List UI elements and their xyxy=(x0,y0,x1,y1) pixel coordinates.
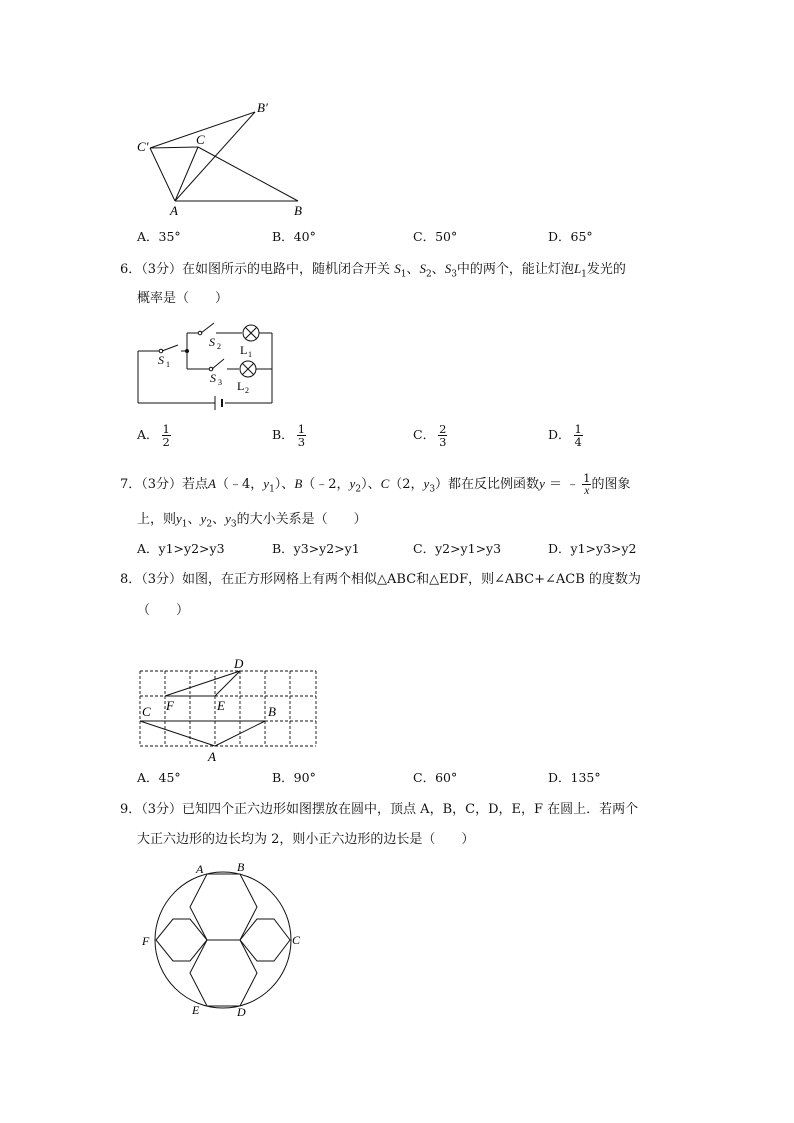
q7-stem-line1 xyxy=(120,472,630,500)
frac-den: 3 xyxy=(439,435,447,449)
q6-s1-sub: 1 xyxy=(400,269,407,280)
q8-option-a[interactable]: A．45° xyxy=(137,770,181,785)
label-c: C xyxy=(292,933,301,947)
frac-num: 1 xyxy=(583,471,591,485)
circuit-l2: L xyxy=(237,379,245,393)
label-d: D xyxy=(234,656,244,671)
q7-y2: y xyxy=(349,476,356,491)
frac-num: 1 xyxy=(162,422,170,436)
frac-num: 2 xyxy=(439,422,447,436)
q6-option-d-fraction xyxy=(574,423,583,448)
label-c: C xyxy=(142,704,151,719)
circuit-s1: S xyxy=(158,353,164,367)
q7-point-b: B xyxy=(294,476,303,491)
circuit-l1: L xyxy=(240,343,248,357)
q6-option-d[interactable] xyxy=(548,423,583,448)
q5-triangle-figure xyxy=(130,95,320,220)
circuit-s1-sub: 1 xyxy=(166,360,170,369)
label-a: A xyxy=(170,203,178,218)
q8-stem-line2: （ ） xyxy=(137,603,190,618)
label-f: F xyxy=(166,698,174,713)
label-b-prime: B′ xyxy=(257,100,268,115)
q8-option-b[interactable]: B．90° xyxy=(272,770,316,785)
q6-sep2: 、 xyxy=(431,262,445,277)
label-b: B xyxy=(294,203,302,218)
q7-y3-sub: 3 xyxy=(429,484,436,495)
q9-stem-line1: 9．（3分）已知四个正六边形如图摆放在圆中，顶点 A，B，C，D，E，F 在圆上．若两个 xyxy=(120,802,639,817)
label-b: B xyxy=(237,860,245,874)
q8-option-d[interactable]: D．135° xyxy=(548,770,601,785)
q5-option-d[interactable]: D．65° xyxy=(548,229,593,244)
q7-c-coord: （2， xyxy=(389,477,424,492)
q7-y1: y xyxy=(263,476,270,491)
q7-option-d[interactable]: D．y1>y3>y2 xyxy=(548,541,637,556)
frac-den: 4 xyxy=(574,435,582,449)
q6-option-a-fraction xyxy=(162,423,171,448)
label-b: B xyxy=(268,704,276,719)
circuit-l2-sub: 2 xyxy=(245,386,249,395)
q8-stem-line1: 8．（3分）如图，在正方形网格上有两个相似△ABC和△EDF，则∠ABC+∠ACB 的度数为 xyxy=(120,572,641,587)
q6-s2: S xyxy=(419,261,426,276)
q6-lamp: L xyxy=(573,261,582,276)
q6-circuit-diagram xyxy=(130,315,280,410)
q6-lamp-sub: 1 xyxy=(581,269,587,280)
circuit-l1-sub: 1 xyxy=(248,350,252,359)
circuit-s3-sub: 3 xyxy=(218,378,222,387)
q6-text: 6．（3分）在如图所示的电路中，随机闭合开关 xyxy=(120,262,391,277)
q5-option-b[interactable]: B．40° xyxy=(272,229,316,244)
q7-stem-line2: 上，则$y_1$、$y_2$、$y_3$的大小关系是（ ） xyxy=(137,511,367,530)
circuit-s2: S xyxy=(209,335,215,349)
q6-option-d-letter: D． xyxy=(548,427,571,442)
q7-option-b[interactable]: B．y3>y2>y1 xyxy=(272,541,360,556)
label-d: D xyxy=(237,1005,246,1019)
frac-num: 1 xyxy=(297,422,306,436)
q6-stem-line2: 概率是（ ） xyxy=(137,291,229,306)
label-a: A xyxy=(196,862,204,876)
q6-s3: S xyxy=(444,261,452,276)
q6-option-b[interactable] xyxy=(272,423,306,448)
q6-option-b-fraction xyxy=(297,423,306,448)
q7-func-y: y xyxy=(539,476,545,491)
q9-stem-line2: 大正六边形的边长均为 2，则小正六边形的边长是（ ） xyxy=(137,832,475,847)
q7-y1-sub: 1 xyxy=(269,484,275,495)
q7-b-coord: （﹣2， xyxy=(302,477,350,492)
q7-line2a: 上，则 xyxy=(137,512,177,527)
q7-tail: 的图象 xyxy=(591,477,631,492)
q6-option-c-letter: C． xyxy=(413,427,436,442)
q6-mid: 中的两个，能让灯泡 xyxy=(456,262,574,277)
circuit-s3: S xyxy=(210,371,216,385)
q6-s3-sub: 3 xyxy=(451,269,457,280)
q7-close2: ）、 xyxy=(361,477,381,492)
q7-line2b: 的大小关系是（ ） xyxy=(236,512,367,527)
q6-option-a-letter: A． xyxy=(137,427,159,442)
q8-grid-figure xyxy=(130,655,325,765)
q7-point-a: A xyxy=(208,476,216,491)
q6-stem-line1 xyxy=(120,259,626,285)
q7-y2-sub: 2 xyxy=(355,484,362,495)
q7-option-a[interactable]: A．y1>y2>y3 xyxy=(137,541,225,556)
label-e: E xyxy=(217,698,225,713)
q7-point-c: C xyxy=(380,476,390,491)
frac-den: 2 xyxy=(162,435,170,449)
q6-option-b-letter: B． xyxy=(272,427,294,442)
q6-sep1: 、 xyxy=(406,262,420,277)
q7-close3: ）都在反比例函数 xyxy=(435,477,540,492)
q9-hexagon-circle-figure xyxy=(130,855,310,1025)
q7-a-coord: （﹣4， xyxy=(216,477,264,492)
q7-prefix: 7．（3分）若点 xyxy=(120,477,209,492)
label-c-prime: C′ xyxy=(137,139,149,154)
q6-s2-sub: 2 xyxy=(425,269,432,280)
q6-s1: S xyxy=(394,261,401,276)
label-e: E xyxy=(192,1003,200,1017)
q7-eq: ＝ ﹣ xyxy=(544,477,580,492)
frac-num: 1 xyxy=(574,422,582,436)
q5-option-c[interactable]: C．50° xyxy=(413,229,458,244)
q6-option-c[interactable] xyxy=(413,423,447,448)
label-a: A xyxy=(208,749,216,764)
q5-option-a[interactable]: A．35° xyxy=(137,229,181,244)
q8-option-c[interactable]: C．60° xyxy=(413,770,458,785)
frac-den: 3 xyxy=(297,435,306,449)
q7-y3: y xyxy=(423,476,430,491)
q6-tail: 发光的 xyxy=(586,262,626,277)
circuit-s2-sub: 2 xyxy=(217,342,221,351)
q6-option-a[interactable] xyxy=(137,423,171,448)
q7-close1: ）、 xyxy=(274,477,295,492)
q7-option-c[interactable]: C．y2>y1>y3 xyxy=(413,541,502,556)
q6-option-c-fraction xyxy=(438,423,447,448)
frac-den: x xyxy=(584,485,590,497)
label-c: C xyxy=(196,132,205,147)
label-f: F xyxy=(142,934,150,948)
